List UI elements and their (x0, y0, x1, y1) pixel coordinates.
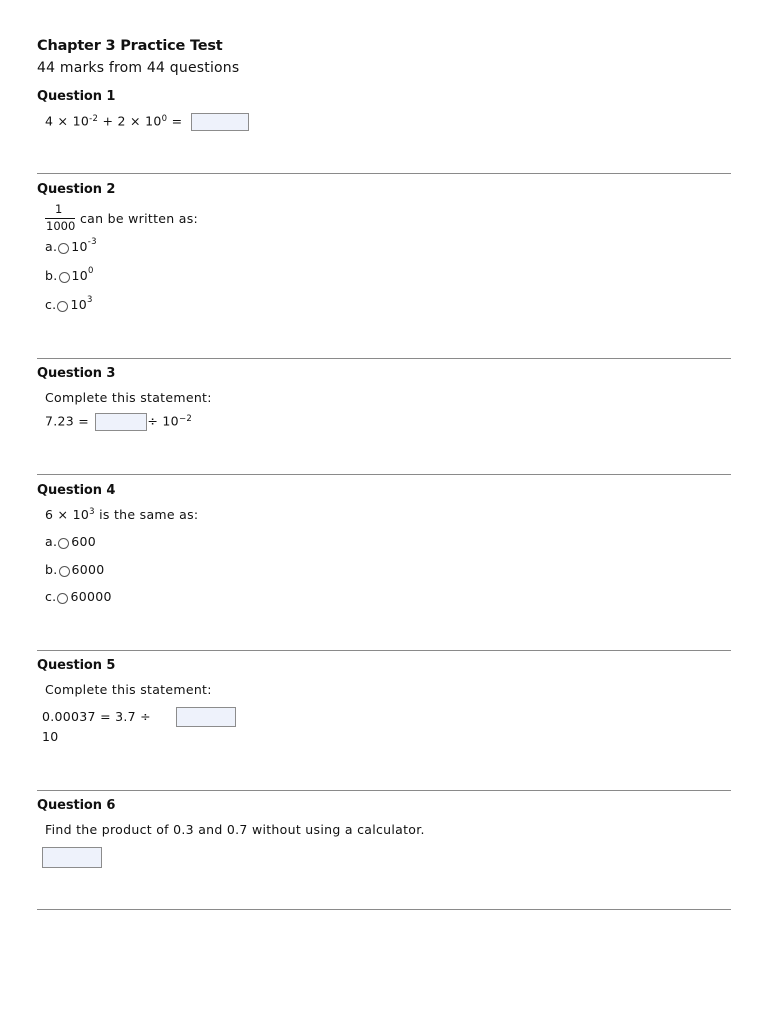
question-3-answer-input[interactable] (95, 413, 147, 431)
question-3-heading: Question 3 (37, 366, 116, 381)
question-5-base: 10 (42, 729, 59, 744)
divider (37, 173, 731, 174)
question-2-option-b[interactable]: b. 10 $^0$ (45, 265, 94, 283)
question-3-prompt: Complete this statement: (45, 390, 212, 405)
question-1-expression: $4 \times 10^{-2} + 2 \times 10^0$ = (45, 113, 249, 131)
radio-button[interactable] (57, 301, 68, 312)
divider (37, 358, 731, 359)
question-4-prompt: $6 \times 10^3$ is the same as: (45, 507, 199, 522)
radio-button[interactable] (58, 243, 69, 254)
question-2-prompt: can be written as: (80, 211, 199, 226)
question-5-prompt: Complete this statement: (45, 682, 212, 697)
page-title: Chapter 3 Practice Test (37, 38, 223, 54)
page-subtitle: 44 marks from 44 questions (37, 60, 240, 76)
question-5-answer-input[interactable] (176, 707, 236, 727)
question-4-option-c[interactable]: c. 60000 (45, 589, 112, 604)
question-2-option-c[interactable]: c. 10 $^3$ (45, 294, 93, 312)
divider (37, 650, 731, 651)
divider (37, 909, 731, 910)
question-6-answer-input[interactable] (42, 847, 102, 868)
radio-button[interactable] (58, 538, 69, 549)
divider (37, 790, 731, 791)
question-3-statement: 7.23 = ÷ $10^{-2}$ (45, 413, 192, 431)
question-4-option-a[interactable]: a. 600 (45, 534, 96, 549)
divider (37, 474, 731, 475)
radio-button[interactable] (57, 593, 68, 604)
question-2-heading: Question 2 (37, 182, 116, 197)
question-2-option-a[interactable]: a. 10 $^{-3}$ (45, 236, 97, 254)
question-6-heading: Question 6 (37, 798, 116, 813)
question-5-lhs: 0.00037 = 3.7 ÷ (42, 709, 151, 724)
radio-button[interactable] (59, 566, 70, 577)
question-1-heading: Question 1 (37, 89, 116, 104)
question-4-option-b[interactable]: b. 6000 (45, 562, 105, 577)
question-1-answer-input[interactable] (191, 113, 249, 131)
question-6-prompt: Find the product of 0.3 and 0.7 without using a calculator. (45, 822, 425, 837)
question-5-heading: Question 5 (37, 658, 116, 673)
radio-button[interactable] (59, 272, 70, 283)
question-4-heading: Question 4 (37, 483, 116, 498)
